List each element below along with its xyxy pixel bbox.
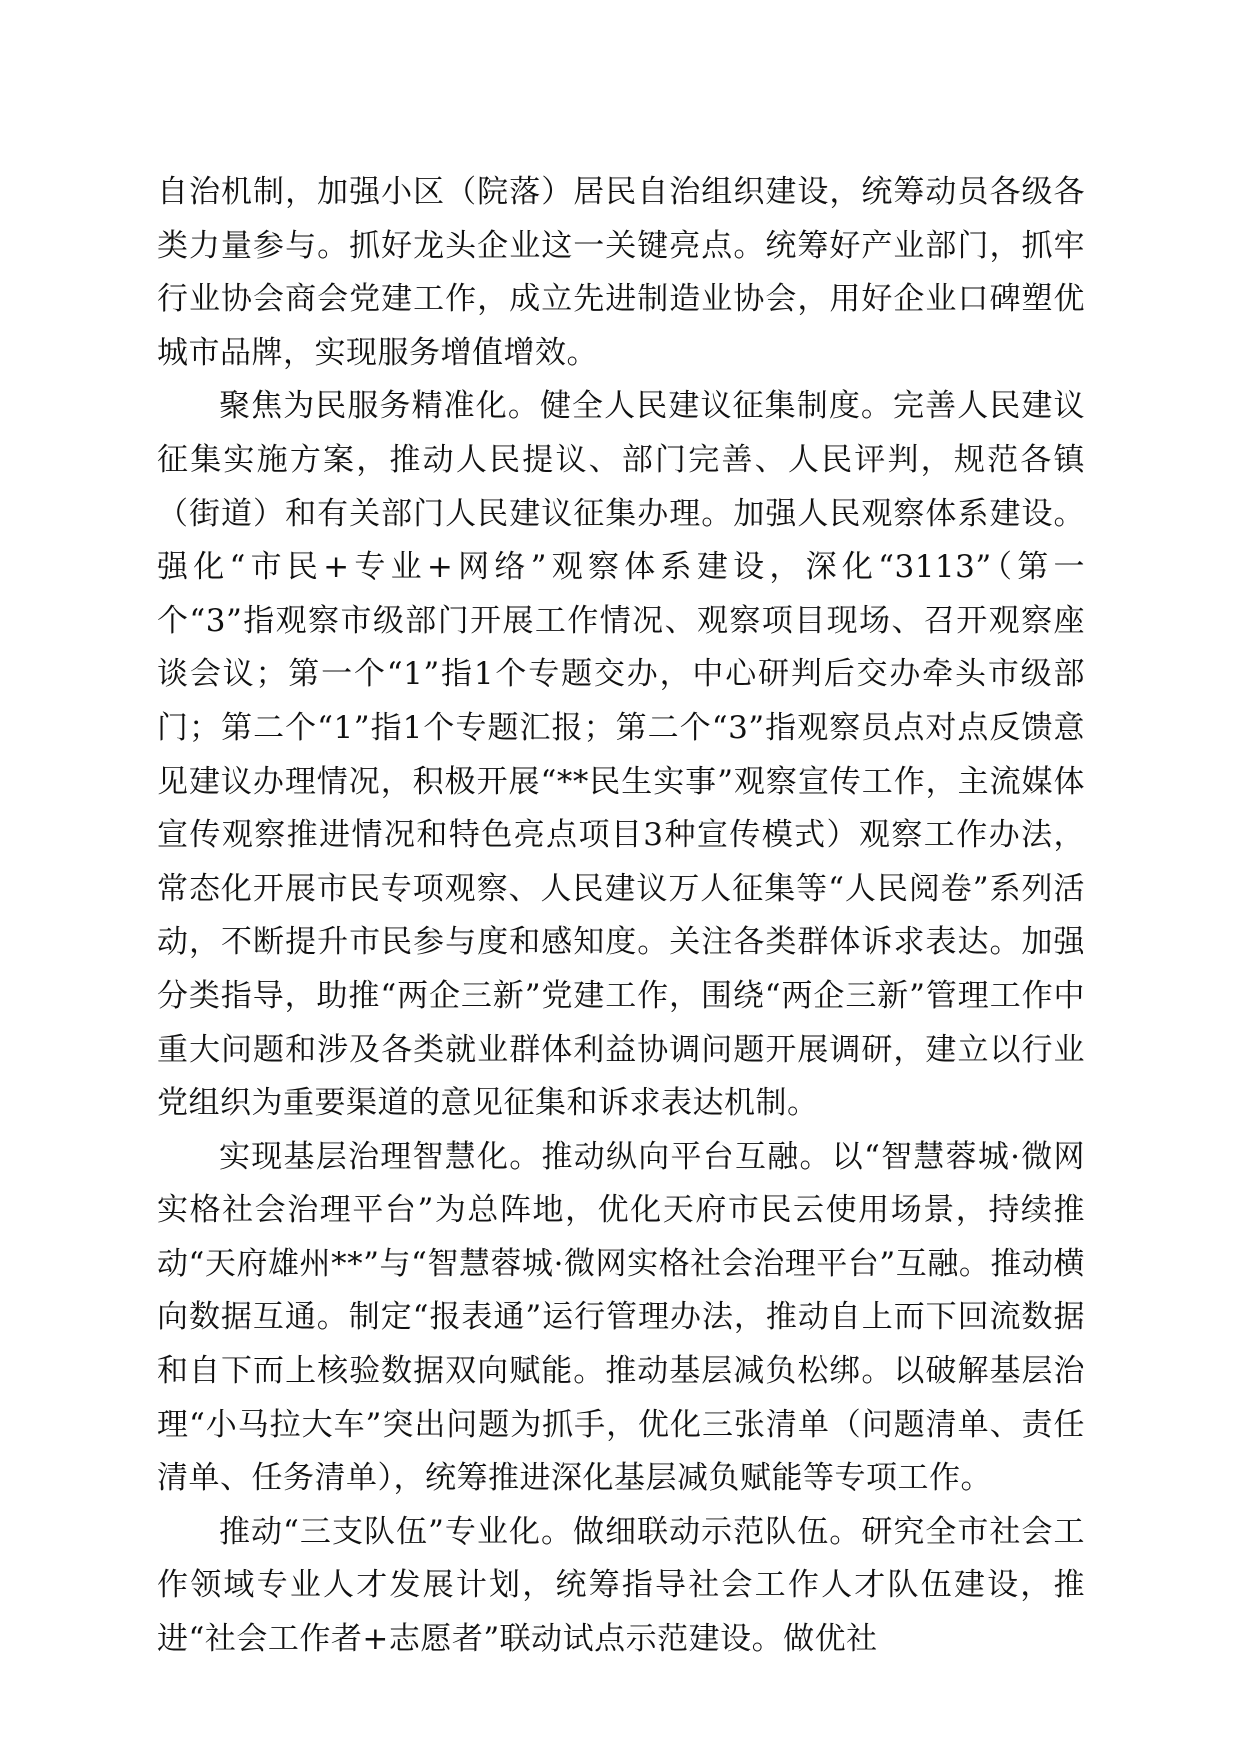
- paragraph-3: 实现基层治理智慧化。推动纵向平台互融。以“智慧蓉城·微网实格社会治理平台”为总阵地，优化天府市民云使用场景，持续推动“天府雄州**”与“智慧蓉城·微网实格社会治理平台”互融。推动横向数据互通。制定“报表通”运行管理办法，推动自上而下回流数据和自下而上核验数据双向赋能。推动基层减负松绑。以破解基层治理“小马拉大车”突出问题为抓手，优化三张清单（问题清单、责任清单、任务清单），统筹推进深化基层减负赋能等专项工作。: [157, 1138, 1085, 1497]
- paragraph-2: 聚焦为民服务精准化。健全人民建议征集制度。完善人民建议征集实施方案，推动人民提议、部门完善、人民评判，规范各镇（街道）和有关部门人民建议征集办理。加强人民观察体系建设。强化“市民+专业+网络”观察体系建设，深化“3113”（第一个“3”指观察市级部门开展工作情况、观察项目现场、召开观察座谈会议；第一个“1”指1个专题交办，中心研判后交办牵头市级部门；第二个“1”指1个专题汇报；第二个“3”指观察员点对点反馈意见建议办理情况，积极开展“**民生实事”观察宣传工作，主流媒体宣传观察推进情况和特色亮点项目3种宣传模式）观察工作办法，常态化开展市民专项观察、人民建议万人征集等“人民阅卷”系列活动，不断提升市民参与度和感知度。关注各类群体诉求表达。加强分类指导，助推“两企三新”党建工作，围绕“两企三新”管理工作中重大问题和涉及各类就业群体利益协调问题开展调研，建立以行业党组织为重要渠道的意见征集和诉求表达机制。: [157, 388, 1085, 1122]
- document-body: [157, 166, 1085, 1667]
- paragraph-1: 自治机制，加强小区（院落）居民自治组织建设，统筹动员各级各类力量参与。抓好龙头企业这一关键亮点。统筹好产业部门，抓牢行业协会商会党建工作，成立先进制造业协会，用好企业口碑塑优城市品牌，实现服务增值增效。: [157, 174, 1085, 371]
- paragraph-4: 推动“三支队伍”专业化。做细联动示范队伍。研究全市社会工作领域专业人才发展计划，统筹指导社会工作人才队伍建设，推进“社会工作者+志愿者”联动试点示范建设。做优社: [157, 1513, 1085, 1658]
